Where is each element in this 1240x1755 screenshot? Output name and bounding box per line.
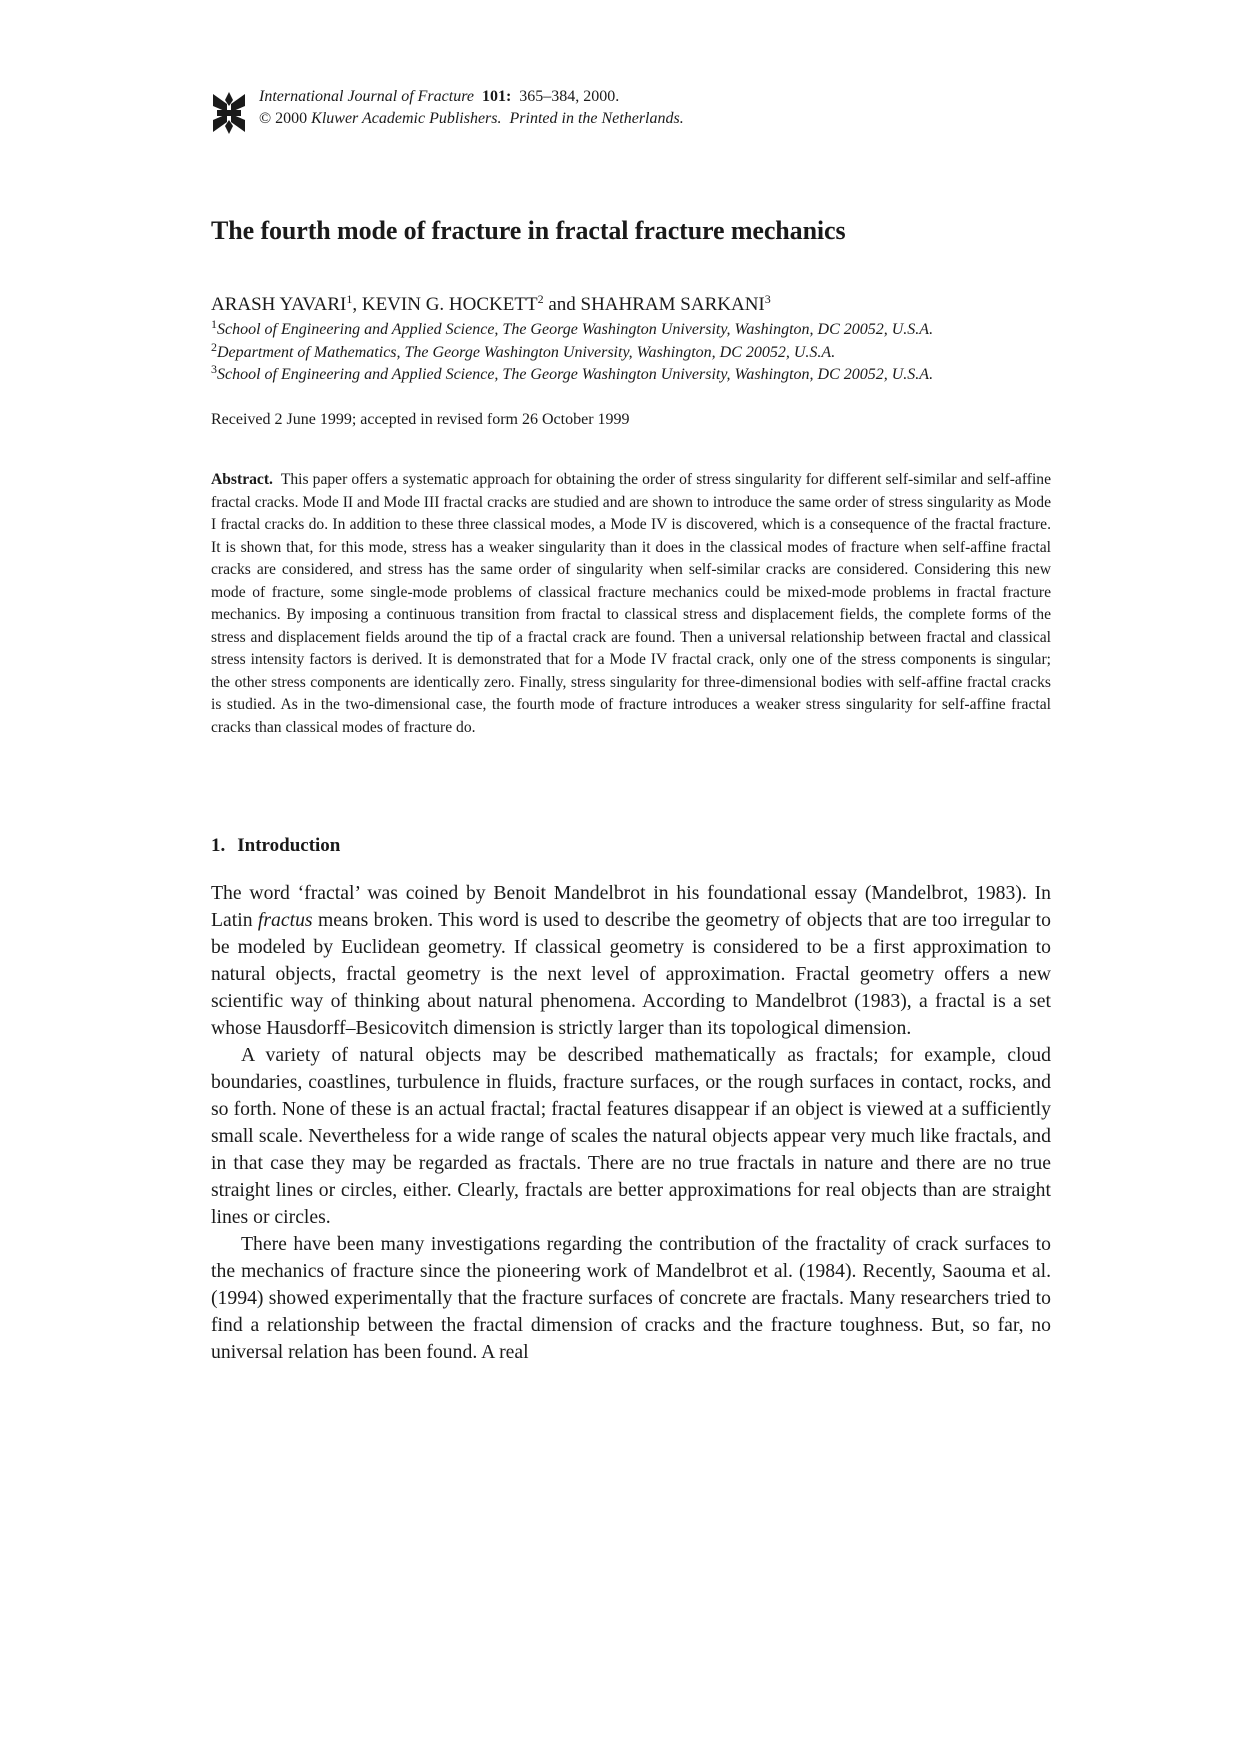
copyright-year: © 2000 — [259, 110, 308, 127]
journal-name: International Journal of Fracture — [259, 88, 474, 105]
journal-citation — [259, 86, 684, 130]
paper-title: The fourth mode of fracture in fractal fracture mechanics — [211, 216, 846, 245]
affiliation-line — [211, 319, 1091, 342]
journal-volume: 101: — [481, 88, 512, 105]
section-number: 1. — [211, 835, 226, 856]
affiliation-mark: 1 — [211, 317, 217, 331]
body-paragraph: A variety of natural objects may be described mathematically as fractals; for example, cloud boundaries, coastlines, turbulence in fluids, fracture surfaces, or the rough surfaces in contact, rocks, and so forth. None of these is an actual fractal; fractal features disappear if an object is viewed at a sufficiently small scale. Nevertheless for a wide range of scales the natural objects appear very much like fractals, and in that case they may be regarded as fractals. There are no true fractals in nature and there are no true straight lines or circles, either. Clearly, fractals are better approximations for real objects than are straight lines or circles. — [211, 1044, 1051, 1228]
affiliation-mark: 3 — [211, 362, 217, 376]
author-name: KEVIN G. HOCKETT — [361, 294, 538, 315]
affiliation-text: School of Engineering and Applied Science, The George Washington University, Washington, DC 20052, U.S.A. — [217, 366, 934, 383]
publisher-logo-icon — [211, 92, 247, 134]
body-paragraph: There have been many investigations regarding the contribution of the fractality of crack surfaces to the mechanics of fracture since the pioneering work of Mandelbrot et al. (1984). Recently, Saouma et al. (1994) showed experimentally that the fracture surfaces of concrete are fractals. Many researchers tried to find a relationship between the fractal dimension of cracks and the fracture toughness. But, so far, no universal relation has been found. A real — [211, 1233, 1051, 1363]
affiliation-mark: 2 — [211, 339, 217, 354]
author-affil-mark: 1 — [346, 292, 353, 306]
journal-header — [211, 86, 1051, 134]
journal-line-1 — [259, 86, 684, 108]
abstract — [211, 469, 1051, 739]
journal-line-2 — [259, 108, 684, 130]
affiliation-line — [211, 339, 1091, 365]
abstract-label: Abstract. — [211, 471, 273, 488]
section-title: Introduction — [237, 835, 341, 856]
received-date: Received 2 June 1999; accepted in revised form 26 October 1999 — [211, 411, 630, 428]
author-list: ARASH YAVARI$^1$, KEVIN G. HOCKETT$^2$ and SHAHRAM SARKANI$^3$ — [211, 292, 771, 315]
journal-pages-year: 365–384, 2000. — [519, 88, 620, 105]
publisher-name: Kluwer Academic Publishers. — [311, 110, 502, 127]
author-affil-mark: 2 — [537, 292, 544, 306]
author-conjunction: and — [548, 294, 576, 315]
emphasis-text: fractus — [257, 909, 313, 931]
author-name: SHAHRAM SARKANI — [580, 294, 765, 315]
author-name: ARASH YAVARI — [211, 294, 347, 315]
abstract-text: This paper offers a systematic approach for obtaining the order of stress singularity for different self-similar and self-affine fractal cracks. Mode II and Mode III fractal cracks are studied and are shown to introduce the same order of stress singularity as Mode I fractal cracks do. In addition to these three classical modes, a Mode IV is discovered, which is a consequence of the fractal fracture. It is shown that, for this mode, stress has a weaker singularity than it does in the classical modes of fracture when self-affine fractal cracks are considered, and stress has the same order of singularity when self-similar cracks are considered. Considering this new mode of fracture, some single-mode problems of classical fracture mechanics could be mixed-mode problems in fractal fracture mechanics. By imposing a continuous transition from fractal to classical stress and displacement fields, the complete forms of the stress and displacement fields around the tip of a fractal crack are found. Then a universal relationship between fractal and classical stress intensity factors is derived. It is demonstrated that for a Mode IV fractal crack, only one of the stress components is singular; the other stress components are identically zero. Finally, stress singularity for three-dimensional bodies with self-affine fractal cracks is studied. As in the two-dimensional case, the fourth mode of fracture introduces a weaker stress singularity for self-affine fractal cracks than classical modes of fracture do. — [211, 471, 1052, 736]
author-affil-mark: 3 — [764, 292, 771, 306]
affiliation-text: Department of Mathematics, The George Washington University, Washington, DC 20052, U.S.A. — [217, 343, 836, 361]
affiliation-text: School of Engineering and Applied Science, The George Washington University, Washington, DC 20052, U.S.A. — [217, 321, 934, 338]
paragraph-text: The word ‘fractal’ was coined by Benoit Mandelbrot in his foundational essay (Mandelbrot, 1983). In Latin — [211, 882, 1051, 931]
affiliation-list — [211, 319, 1091, 387]
section-body — [211, 880, 1051, 1366]
printed-location: Printed in the Netherlands. — [509, 110, 684, 127]
affiliation-line — [211, 364, 1091, 387]
body-paragraph — [211, 880, 1051, 1042]
paragraph-text: means broken. This word is used to describe the geometry of objects that are too irregular to be modeled by Euclidean geometry. If classical geometry is considered to be a first approximation to natural objects, fractal geometry is the next level of approximation. Fractal geometry offers a new scientific way of thinking about natural phenomena. According to Mandelbrot (1983), a fractal is a set whose Hausdorff–Besicovitch dimension is strictly larger than its topological dimension. — [211, 909, 1051, 1039]
section-heading — [211, 833, 340, 859]
